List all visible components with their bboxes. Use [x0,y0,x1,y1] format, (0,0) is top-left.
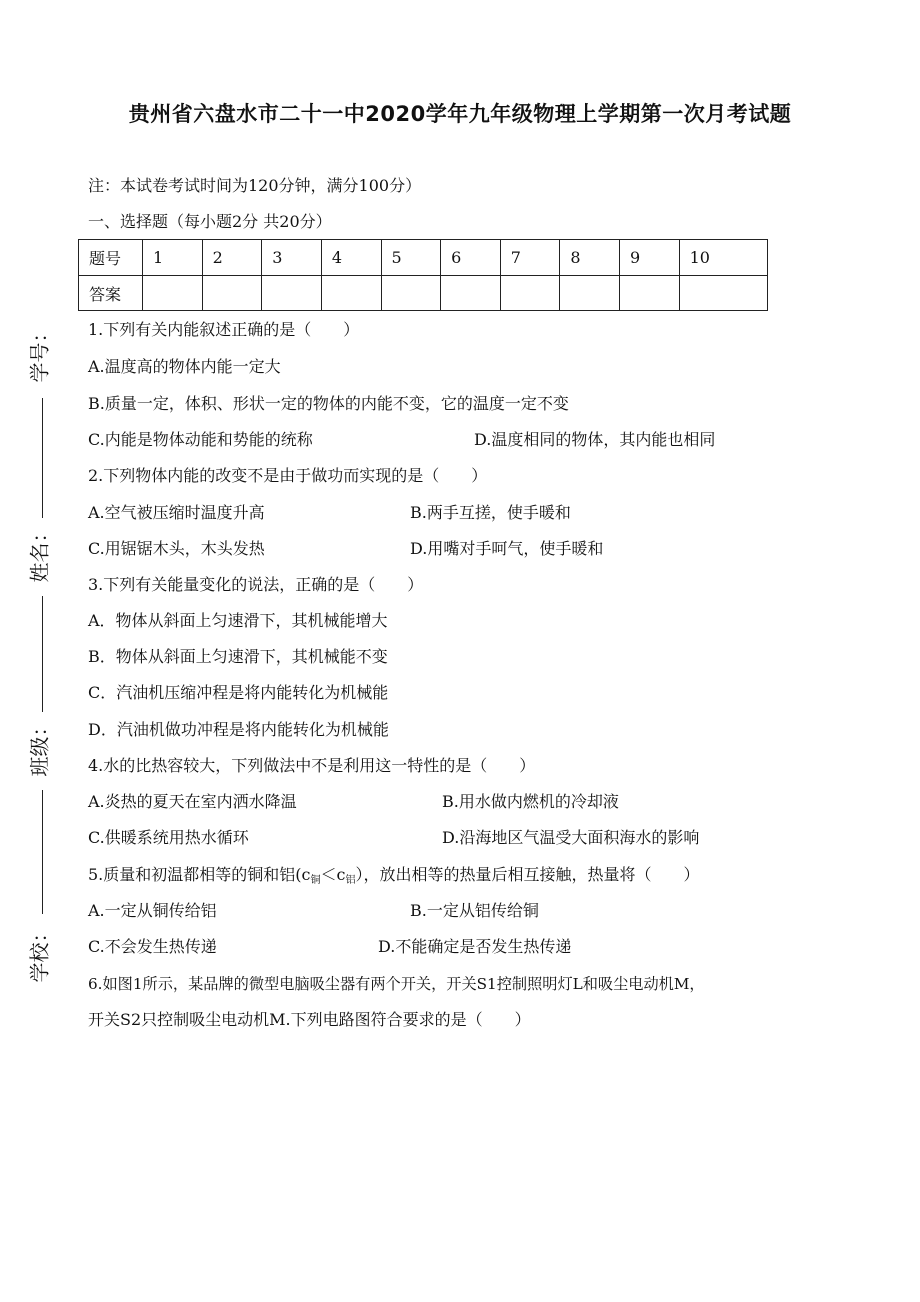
question-6-stem-line1: 6.如图1所示，某品牌的微型电脑吸尘器有两个开关，开关S1控制照明灯L和吸尘电动机M， [88,975,705,993]
sidebar-divider [42,790,43,914]
table-cell: 6 [441,240,501,276]
question-5-stem-text: ），放出相等的热量后相互接触，热量将（ ） [355,865,700,884]
table-row-header [79,240,768,276]
question-6-stem-line2: 开关S2只控制吸尘电动机M.下列电路图符合要求的是（ ） [88,1010,531,1029]
table-row-answers [79,276,768,311]
sidebar-class-label: 班级： [27,716,52,777]
sidebar-student-id-label: 学号： [27,322,52,383]
sidebar-divider [42,596,43,712]
section-heading: 一、选择题（每小题2分 共20分） [88,212,332,231]
question-4-option-a: A.炎热的夏天在室内洒水降温 [88,792,297,811]
table-cell: 9 [620,240,680,276]
answer-table [78,239,768,311]
question-4-option-b: B.用水做内燃机的冷却液 [442,792,619,811]
answer-cell[interactable] [381,276,441,311]
question-2-option-b: B.两手互搓，使手暖和 [410,503,571,522]
less-than-symbol: ＜c [320,865,346,884]
sidebar-name-label: 姓名： [27,522,52,583]
answer-cell[interactable] [202,276,262,311]
answer-cell[interactable] [620,276,680,311]
question-3-option-d: D．汽油机做功冲程是将内能转化为机械能 [88,720,389,739]
question-1-option-b: B.质量一定，体积、形状一定的物体的内能不变，它的温度一定不变 [88,394,569,413]
answer-cell[interactable] [262,276,322,311]
table-cell: 5 [381,240,441,276]
answer-cell[interactable] [441,276,501,311]
answer-cell[interactable] [321,276,381,311]
exam-title: 贵州省六盘水市二十一中2020学年九年级物理上学期第一次月考试题 [128,102,792,126]
sidebar-divider [42,398,43,518]
question-1-stem: 1.下列有关内能叙述正确的是（ ） [88,320,360,339]
question-1-option-c: C.内能是物体动能和势能的统称 [88,430,313,449]
answer-cell[interactable] [143,276,203,311]
table-cell: 答案 [79,276,143,311]
question-3-option-a: A．物体从斜面上匀速滑下，其机械能增大 [88,611,388,630]
question-3-option-b: B．物体从斜面上匀速滑下，其机械能不变 [88,647,388,666]
question-5-stem [88,865,699,891]
answer-cell[interactable] [679,276,767,311]
exam-note: 注：本试卷考试时间为120分钟，满分100分） [88,176,422,195]
question-2-option-a: A.空气被压缩时温度升高 [88,503,265,522]
table-cell: 8 [560,240,620,276]
table-cell: 10 [679,240,767,276]
subscript-copper: 铜 [310,875,321,886]
table-cell: 7 [500,240,560,276]
question-2-option-d: D.用嘴对手呵气，使手暖和 [410,539,604,558]
question-3-stem: 3.下列有关能量变化的说法，正确的是（ ） [88,575,424,594]
answer-cell[interactable] [560,276,620,311]
question-2-option-c: C.用锯锯木头，木头发热 [88,539,265,558]
table-cell: 3 [262,240,322,276]
question-3-option-c: C．汽油机压缩冲程是将内能转化为机械能 [88,683,389,702]
sidebar-school-label: 学校： [27,922,52,983]
question-1-option-d: D.温度相同的物体，其内能也相同 [474,430,716,449]
answer-cell[interactable] [500,276,560,311]
question-4-option-d: D.沿海地区气温受大面积海水的影响 [442,828,700,847]
question-1-option-a: A.温度高的物体内能一定大 [88,357,281,376]
question-5-stem-text: 5.质量和初温都相等的铜和铝(c [88,865,311,884]
question-2-stem: 2.下列物体内能的改变不是由于做功而实现的是（ ） [88,466,488,485]
question-5-option-c: C.不会发生热传递 [88,937,217,956]
question-5-option-d: D.不能确定是否发生热传递 [378,937,572,956]
table-cell: 题号 [79,240,143,276]
table-cell: 2 [202,240,262,276]
question-4-stem: 4.水的比热容较大，下列做法中不是利用这一特性的是（ ） [88,756,536,775]
question-5-option-b: B.一定从铝传给铜 [410,901,539,920]
table-cell: 4 [321,240,381,276]
question-4-option-c: C.供暖系统用热水循环 [88,828,249,847]
question-5-option-a: A.一定从铜传给铝 [88,901,217,920]
table-cell: 1 [143,240,203,276]
subscript-aluminum: 铝 [345,875,356,886]
